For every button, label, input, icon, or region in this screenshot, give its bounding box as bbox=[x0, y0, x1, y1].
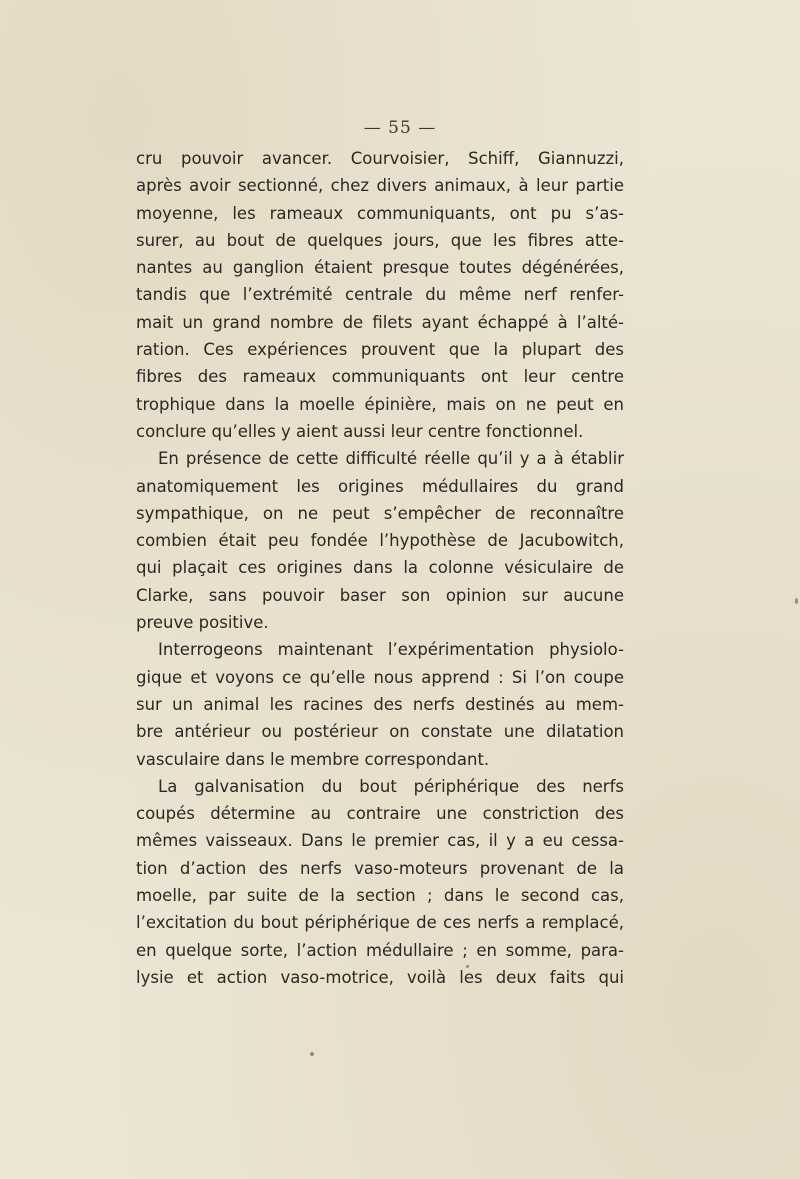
text-line: Interrogeons maintenant l’expérimentation physiolo- bbox=[158, 640, 624, 660]
paper-speck bbox=[795, 598, 798, 604]
body-text bbox=[136, 145, 624, 991]
text-line: tandis que l’extrémité centrale du même nerf renfer- bbox=[136, 285, 624, 305]
text-line: gique et voyons ce qu’elle nous apprend : Si l’on coupe bbox=[136, 667, 624, 687]
text-line: qui plaçait ces origines dans la colonne vésiculaire de bbox=[136, 558, 624, 578]
text-line: anatomiquement les origines médullaires du grand bbox=[136, 476, 624, 496]
text-line: en quelque sorte, l’action médullaire ; en somme, para- bbox=[136, 940, 624, 960]
text-line: Clarke, sans pouvoir baser son opinion sur aucune bbox=[136, 585, 624, 605]
text-line: mêmes vaisseaux. Dans le premier cas, il y a eu cessa- bbox=[136, 831, 624, 851]
text-line: coupés détermine au contraire une constriction des bbox=[136, 804, 624, 824]
paper-speck bbox=[466, 965, 469, 968]
text-line: bre antérieur ou postérieur on constate une dilatation bbox=[136, 722, 624, 742]
text-line: nantes au ganglion étaient presque toutes dégénérées, bbox=[136, 258, 624, 278]
text-line: lysie et action vaso-motrice, voilà les deux faits qui bbox=[136, 967, 624, 987]
text-line: après avoir sectionné, chez divers animaux, à leur partie bbox=[136, 176, 624, 196]
text-line: moyenne, les rameaux communiquants, ont pu s’as- bbox=[136, 203, 624, 223]
paper-speck bbox=[310, 1052, 314, 1056]
page-number: — 55 — bbox=[363, 118, 437, 138]
text-line: preuve positive. bbox=[136, 613, 269, 633]
text-line: conclure qu’elles y aient aussi leur centre fonctionnel. bbox=[136, 421, 584, 441]
text-line: fibres des rameaux communiquants ont leur centre bbox=[136, 367, 624, 387]
text-line: l’excitation du bout périphérique de ces nerfs a remplacé, bbox=[136, 913, 624, 933]
text-line: sympathique, on ne peut s’empêcher de reconnaître bbox=[136, 503, 624, 523]
text-line: tion d’action des nerfs vaso-moteurs provenant de la bbox=[136, 858, 624, 878]
text-line: La galvanisation du bout périphérique des nerfs bbox=[158, 776, 624, 796]
text-line: trophique dans la moelle épinière, mais on ne peut en bbox=[136, 394, 624, 414]
text-line: sur un animal les racines des nerfs destinés au mem- bbox=[136, 694, 624, 714]
text-line: combien était peu fondée l’hypothèse de Jacubowitch, bbox=[136, 531, 624, 551]
text-line: vasculaire dans le membre correspondant. bbox=[136, 749, 490, 769]
text-line: surer, au bout de quelques jours, que les fibres atte- bbox=[136, 230, 624, 250]
text-line: En présence de cette difficulté réelle qu’il y a à établir bbox=[158, 449, 624, 469]
text-line: cru pouvoir avancer. Courvoisier, Schiff, Giannuzzi, bbox=[136, 149, 624, 168]
text-line: moelle, par suite de la section ; dans le second cas, bbox=[136, 886, 624, 906]
text-line: mait un grand nombre de filets ayant échappé à l’alté- bbox=[136, 312, 624, 332]
text-line: ration. Ces expériences prouvent que la plupart des bbox=[136, 340, 624, 360]
